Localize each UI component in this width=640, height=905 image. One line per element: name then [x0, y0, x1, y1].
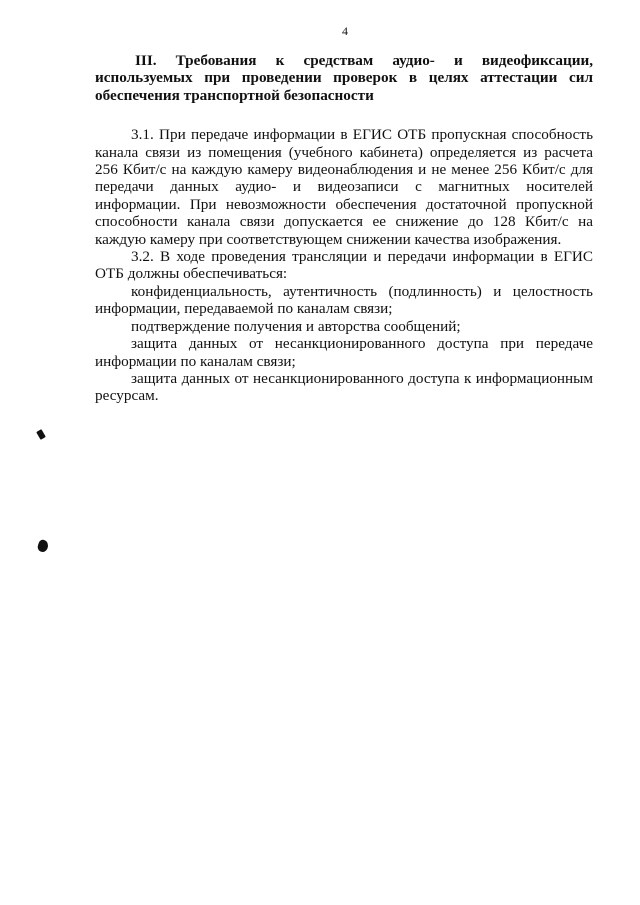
document-body [95, 52, 593, 405]
paragraph-3-2: 3.2. В ходе проведения трансляции и передачи информации в ЕГИС ОТБ должны обеспечиваться: [95, 248, 593, 283]
list-item-confirmation: подтверждение получения и авторства сообщений; [131, 317, 461, 335]
page-number: 4 [342, 24, 348, 38]
list-item-confidentiality: конфиденциальность, аутентичность (подлинность) и целостность информации, передаваемой по каналам связи; [95, 282, 593, 318]
section-heading: III. Требования к средствам аудио- и видеофиксации, используемых при проведении проверок в целях аттестации сил обеспечения транспортной безопасности [95, 52, 593, 104]
scan-artifact-mark [36, 429, 46, 440]
scan-artifact-blot [36, 539, 50, 554]
list-item-protection-resources: защита данных от несанкционированного доступа к информационным ресурсам. [95, 369, 593, 405]
paragraph-3-1: 3.1. При передаче информации в ЕГИС ОТБ пропускная способность канала связи из помещения (учебного кабинета) определяется из расчета 256 Кбит/с на каждую камеру видеонаблюдения и не менее 256 Кбит/с для передачи данных аудио- и видеозаписи с магнитных носителей информации. При невозможности обеспечения достаточной пропускной способности канала связи допускается ее снижение до 128 Кбит/с на каждую камеру при соответствующем снижении качества изображения. [95, 126, 593, 248]
list-item-protection-transfer: защита данных от несанкционированного доступа при передаче информации по каналам связи; [95, 335, 593, 370]
